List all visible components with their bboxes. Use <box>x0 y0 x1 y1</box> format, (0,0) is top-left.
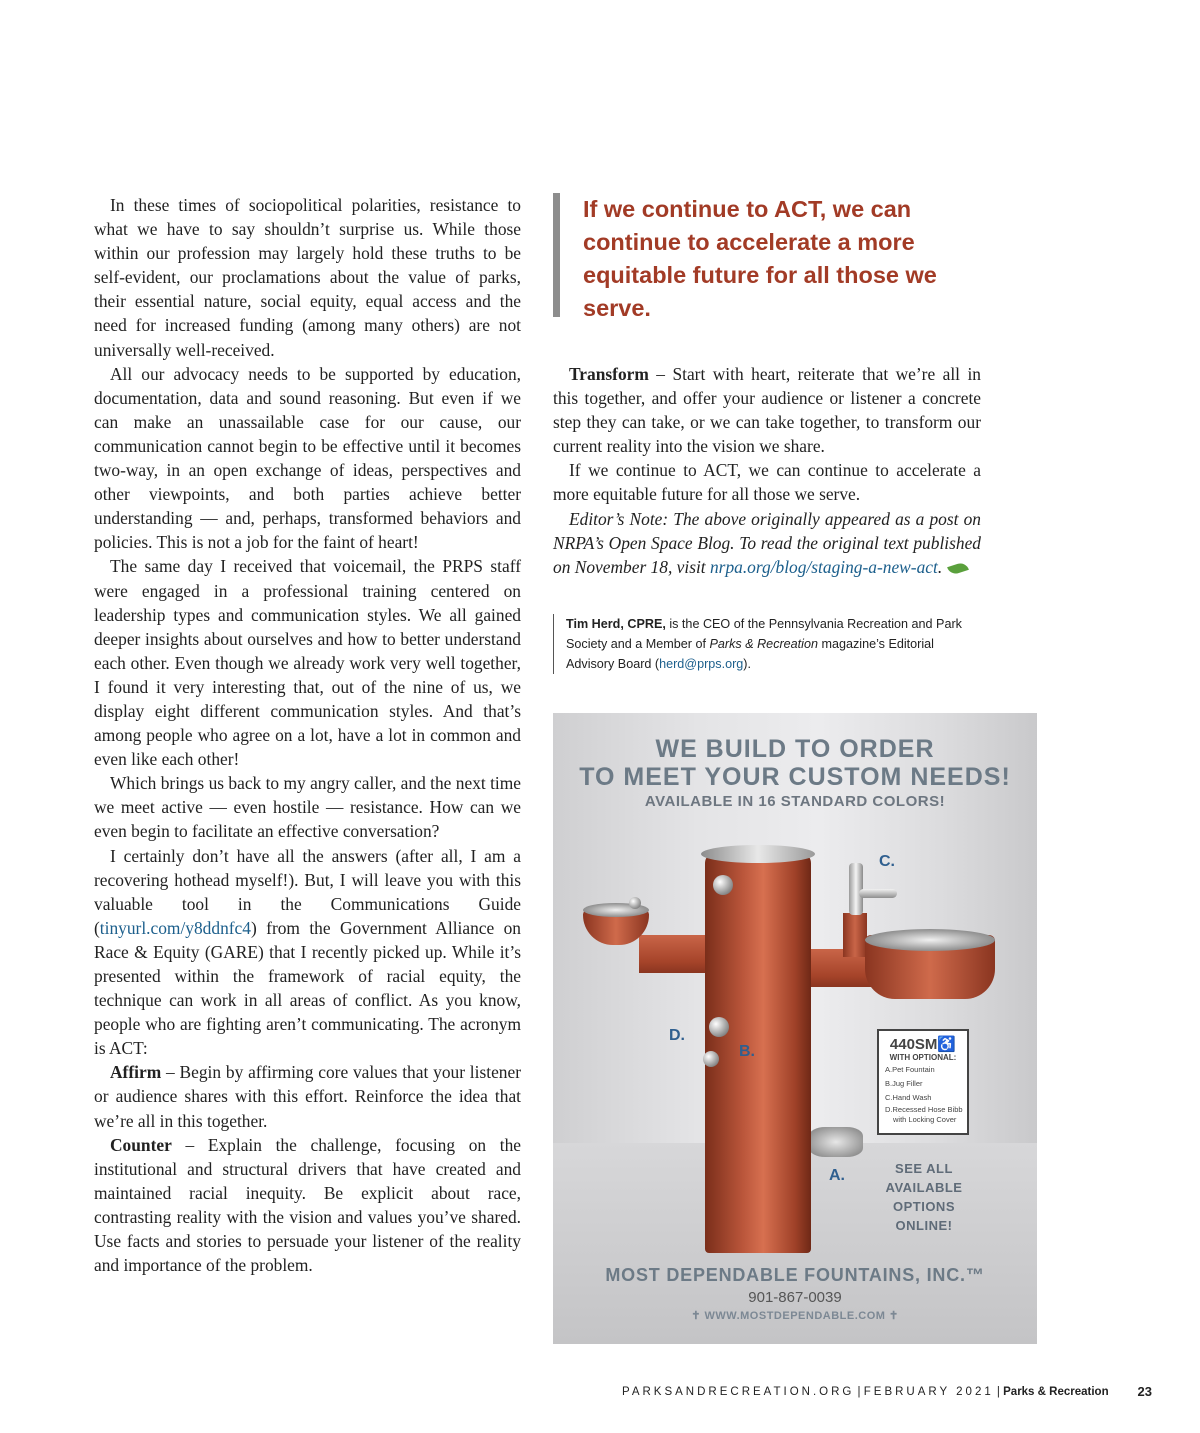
ad-website[interactable]: ✝ WWW.MOSTDEPENDABLE.COM ✝ <box>691 1310 899 1322</box>
magazine-name: Parks & Recreation <box>709 637 818 651</box>
paragraph-1: In these times of sociopolitical polarities, resistance to what we have to say shouldn’t surprise us. While those within our profession may largely hold these truths to be self-evident, our proclamations about the value of parks, their essential nature, social equity, equal access and the need for increased funding (among many others) are not universally well-received. <box>94 195 521 360</box>
paragraph-affirm: Affirm – Begin by affirming core values that your listener or audience shares with this effort. Reinforce the idea that we’re all in this together. <box>94 1062 521 1131</box>
author-email-link[interactable]: herd@prps.org <box>659 657 744 671</box>
paragraph-5: I certainly don’t have all the answers (after all, I am a recovering hothead myself!). But, I will leave you with this valuable tool in the Communications Guide (tinyurl.com/y8ddnfc4) from the Government Alliance on Race & Equity (GARE) that I recently picked up. While it’s presented within the framework of racial equity, the technique can work in all areas of conflict. As you know, people who are fighting aren’t communicating. The acronym is ACT: <box>94 845 521 1059</box>
bubbler-icon <box>629 897 641 909</box>
pet-bowl <box>809 1127 863 1157</box>
label-b: B. <box>739 1043 755 1060</box>
label-d: D. <box>669 1027 685 1044</box>
spec-item: D.Recessed Hose Bibb <box>885 1105 963 1114</box>
footer-site: PARKSANDRECREATION.ORG <box>622 1386 855 1398</box>
counter-lead: Counter <box>110 1134 172 1155</box>
author-name: Tim Herd, CPRE, <box>566 617 666 631</box>
article-left-column <box>94 193 521 1277</box>
fountain-pillar <box>705 853 811 1253</box>
author-bio: Tim Herd, CPRE, is the CEO of the Pennsylvania Recreation and Park Society and a Member of Parks & Recreation magazine’s Editorial Advisory Board (herd@prps.org). <box>553 614 983 674</box>
ad-headline: WE BUILD TO ORDER TO MEET YOUR CUSTOM NEEDS! <box>579 735 1011 791</box>
spec-model: 440SM <box>889 1036 938 1053</box>
spec-card <box>877 1029 969 1135</box>
gare-guide-link[interactable]: tinyurl.com/y8ddnfc4 <box>99 917 251 938</box>
hand-wash-post <box>843 913 867 957</box>
paragraph-counter: Counter – Explain the challenge, focusing on the institutional and structural drivers that have created and maintained racial inequity. Be explicit about race, contrasting reality with the vision and values you’ve shared. Use facts and stories to persuade your listener of the reality and importance of the problem. <box>94 1134 521 1276</box>
faucet-spout <box>859 889 897 898</box>
push-button-icon <box>713 875 733 895</box>
leaf-icon <box>947 561 969 576</box>
article-right-column <box>553 362 981 579</box>
ad-phone: 901-867-0039 <box>748 1289 842 1306</box>
ad-company-name: MOST DEPENDABLE FOUNTAINS, INC.™ <box>605 1265 985 1285</box>
label-a: A. <box>829 1167 845 1184</box>
wheelchair-icon: ♿ <box>937 1036 957 1053</box>
affirm-lead: Affirm <box>110 1062 162 1083</box>
footer-date: FEBRUARY 2021 <box>863 1386 994 1398</box>
paragraph-transform: Transform – Start with heart, reiterate that we’re all in this together, and offer your audience or listener a concrete step they can take, or we can take together, to transform our current reality into the vision we share. <box>553 364 981 457</box>
paragraph-4: Which brings us back to my angry caller, and the next time we meet active — even hostile — resistance. How can we even begin to facilitate an effective conversation? <box>94 773 521 842</box>
footer-magazine: Parks & Recreation <box>1003 1386 1109 1398</box>
jug-filler-knob-icon <box>709 1017 729 1037</box>
fountain-advertisement[interactable] <box>553 713 1037 1344</box>
spec-item: A.Pet Fountain <box>885 1065 935 1074</box>
label-c: C. <box>879 853 895 870</box>
fountain-pillar-cap <box>701 845 815 863</box>
page-footer: PARKSANDRECREATION.ORG | FEBRUARY 2021 | Parks & Recreation 23 <box>622 1384 1152 1399</box>
editors-note: Editor’s Note: The above originally appeared as a post on NRPA’s Open Space Blog. To read the original text published on November 18, visit nrpa.org/blog/staging-a-new-act. <box>553 508 981 577</box>
right-basin-rim <box>865 929 995 951</box>
spec-item: with Locking Cover <box>893 1115 957 1124</box>
hose-bibb-icon <box>703 1051 719 1067</box>
spec-item: C.Hand Wash <box>885 1093 932 1102</box>
paragraph-2: All our advocacy needs to be supported by education, documentation, data and sound reasoning. But even if we can make an unassailable case for our cause, our communication cannot begin to be effective until it becomes two-way, in an open exchange of ideas, perspectives and other viewpoints, and both parties achieve better understanding — and, perhaps, transformed behaviors and policies. This is not a job for the faint of heart! <box>94 363 521 553</box>
paragraph-3: The same day I received that voicemail, the PRPS staff were engaged in a professional training centered on leadership types and communication styles. We all gained deeper insights about ourselves and how to better understand each other. Even though we already work very well together, I found it very interesting that, out of the nine of us, we display eight different communication styles. And that’s among people who agree on a lot, have a lot in common and even like each other! <box>94 556 521 770</box>
transform-lead: Transform <box>569 364 649 384</box>
spec-optional: WITH OPTIONAL: <box>889 1053 957 1062</box>
pull-quote-text: If we continue to ACT, we can continue to accelerate a more equitable future for all those we serve. <box>583 196 937 321</box>
spec-item: B.Jug Filler <box>885 1079 923 1088</box>
page-number: 23 <box>1137 1384 1152 1399</box>
see-all-options: SEE ALL AVAILABLE OPTIONS ONLINE! <box>885 1161 963 1233</box>
pull-quote <box>553 193 983 321</box>
paragraph-closing: If we continue to ACT, we can continue to accelerate a more equitable future for all those we serve. <box>553 460 981 505</box>
ad-subhead: AVAILABLE IN 16 STANDARD COLORS! <box>644 793 946 810</box>
nrpa-blog-link[interactable]: nrpa.org/blog/staging-a-new-act <box>709 556 938 577</box>
